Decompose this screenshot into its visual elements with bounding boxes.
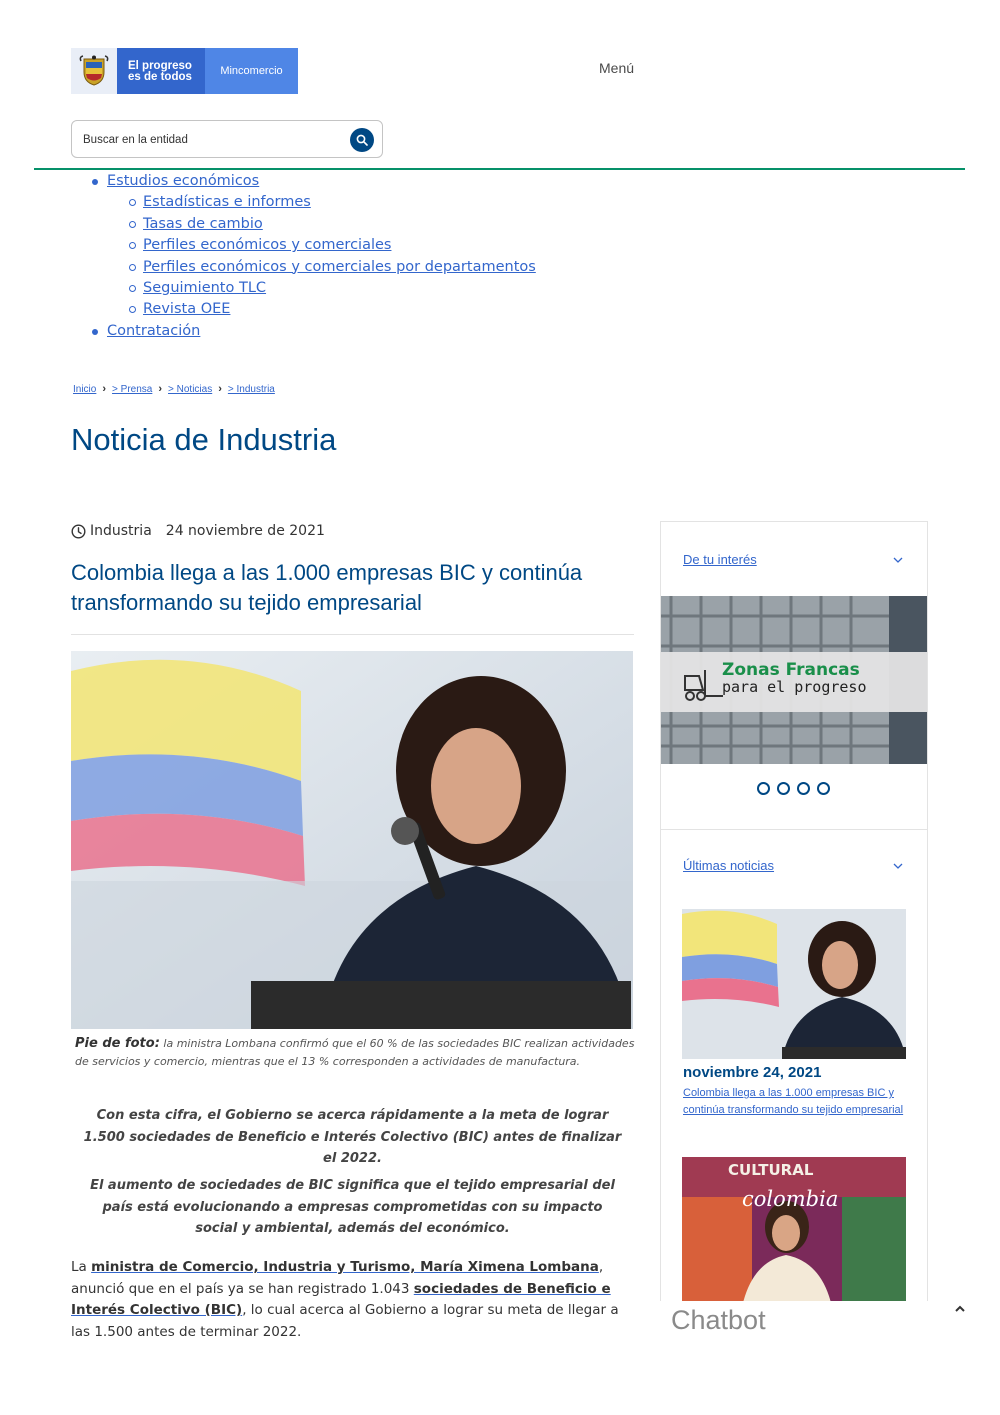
article-meta (71, 523, 325, 539)
nav-link-perfiles-departamentos[interactable]: Perfiles económicos y comerciales por departamentos (143, 258, 536, 275)
nav-subitem (91, 192, 536, 213)
nav-subitem (91, 235, 536, 256)
article-title: Colombia llega a las 1.000 empresas BIC y continúa transformando su tejido empresarial (71, 560, 583, 615)
body-text-2: , anunció que en el país ya se han registrado 1.043 (71, 1259, 604, 1297)
caption-label: Pie de foto: (75, 1036, 160, 1051)
thumb2-text1: CULTURAL (728, 1161, 814, 1179)
nav-link-perfiles[interactable]: Perfiles económicos y comerciales (143, 237, 392, 254)
nav-item-estudios (91, 171, 536, 192)
body-text-3: , lo cual acerca al Gobierno a lograr su meta de llegar a las 1.500 antes de terminar 2022. (71, 1302, 619, 1340)
breadcrumb-noticias[interactable]: > Noticias (168, 383, 213, 395)
article-body (71, 1257, 636, 1343)
sidebar (660, 521, 928, 1301)
news-title-link[interactable]: Colombia llega a las 1.000 empresas BIC y continúa transformando su tejido empresarial (683, 1087, 904, 1116)
clock-icon (71, 524, 86, 539)
article-date: 24 noviembre de 2021 (165, 523, 325, 539)
link-ministra[interactable]: ministra de Comercio, Industria y Turismo, María Ximena Lombana (91, 1259, 599, 1275)
logo-line2: es de todos (128, 71, 192, 83)
nav-link-revista-oee[interactable]: Revista OEE (143, 301, 231, 318)
sidebar-divider (661, 829, 928, 830)
breadcrumb-industria[interactable]: > Industria (227, 383, 275, 395)
caption-text: la ministra Lombana confirmó que el 60 % de las sociedades BIC realizan actividades de servicios y comercio, mientras que el 13 % corresponden a actividades de manufactura. (75, 1037, 635, 1068)
nav-subitem (91, 299, 536, 320)
carousel-dot[interactable] (757, 782, 770, 795)
nav-menu (91, 171, 536, 342)
banner-line2: para el progreso (722, 678, 867, 696)
body-text-1: La (71, 1259, 87, 1275)
photo-caption (75, 1035, 635, 1071)
search-input[interactable] (83, 130, 343, 150)
forklift-icon (681, 668, 725, 704)
ultimas-noticias-toggle[interactable]: Últimas noticias (683, 858, 775, 873)
banner-carousel[interactable] (661, 596, 928, 764)
chevron-down-icon[interactable] (893, 555, 903, 565)
search-button[interactable] (350, 128, 374, 152)
nav-link-tasas[interactable]: Tasas de cambio (143, 215, 263, 232)
nav-link-contratacion[interactable]: Contratación (107, 322, 201, 339)
news-thumbnail[interactable] (682, 909, 906, 1059)
carousel-dot[interactable] (777, 782, 790, 795)
article-category: Industria (90, 523, 152, 539)
carousel-dot[interactable] (797, 782, 810, 795)
nav-link-estadisticas[interactable]: Estadísticas e informes (143, 194, 311, 211)
article-divider (71, 634, 634, 635)
nav-subitem (91, 214, 536, 235)
carousel-dots (757, 782, 830, 795)
logo-mincomercio: Mincomercio (205, 48, 298, 94)
logo-line1: El progreso (128, 60, 192, 72)
breadcrumb-home[interactable]: Inicio (73, 383, 97, 395)
carousel-dot[interactable] (817, 782, 830, 795)
thumb2-text2: colombia (742, 1187, 839, 1211)
breadcrumb (73, 383, 275, 395)
chevron-down-icon[interactable] (893, 861, 903, 871)
coat-of-arms-icon (71, 48, 117, 94)
header-divider (34, 168, 965, 170)
page-title: Noticia de Industria (71, 422, 337, 457)
logo-progreso (117, 48, 205, 94)
chatbot-button[interactable]: Chatbot (671, 1305, 766, 1335)
banner-line1: Zonas Francas (722, 660, 860, 680)
article-lead-1: Con esta cifra, el Gobierno se acerca rápidamente a la meta de lograr 1.500 sociedades de Beneficio e Interés Colectivo (BIC) antes de finalizar el 2022. (83, 1108, 622, 1166)
nav-link-seguimiento-tlc[interactable]: Seguimiento TLC (143, 279, 267, 296)
news-thumbnail[interactable] (682, 1157, 906, 1301)
breadcrumb-prensa[interactable]: > Prensa (112, 383, 153, 395)
menu-button[interactable]: Menú (599, 60, 635, 76)
article-photo (71, 651, 633, 1029)
de-tu-interes-toggle[interactable]: De tu interés (683, 552, 757, 567)
nav-subitem (91, 278, 536, 299)
link-sociedades-bic[interactable]: sociedades de Beneficio e Interés Colectivo (BIC) (71, 1280, 611, 1318)
article-lead-2: El aumento de sociedades de BIC significa que el tejido empresarial del país está evolucionando a empresas comprometidas con su impacto social y ambiental, además del económico. (90, 1178, 615, 1236)
search-icon (356, 134, 368, 146)
scroll-top-icon[interactable] (953, 1302, 967, 1316)
nav-subitem (91, 257, 536, 278)
search-box (71, 120, 383, 158)
news-date: noviembre 24, 2021 (683, 1064, 822, 1081)
breadcrumb-separator: › (218, 383, 222, 395)
nav-link-estudios[interactable]: Estudios económicos (107, 173, 260, 189)
nav-item-contratacion (91, 321, 536, 342)
breadcrumb-separator: › (158, 383, 163, 395)
gov-logo[interactable] (71, 48, 298, 94)
breadcrumb-separator: › (102, 383, 107, 395)
